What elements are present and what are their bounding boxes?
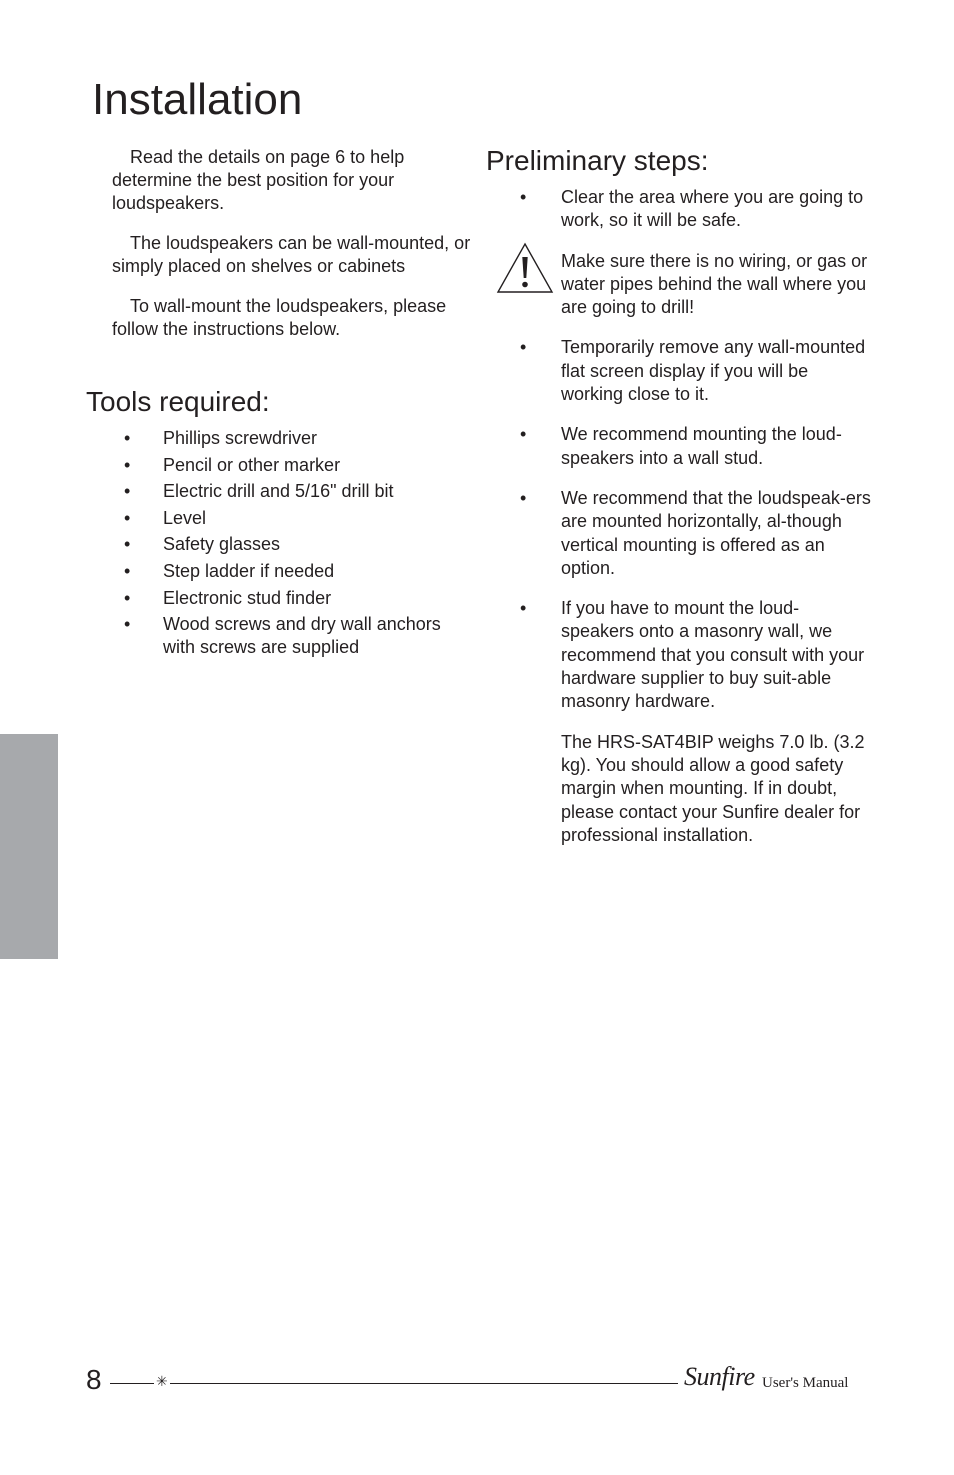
- bullet: •: [124, 614, 131, 635]
- brand-logo: Sunfire: [684, 1362, 755, 1391]
- step-text: We recommend that the loudspeak-ers are mounted horizontally, al-though vertical mounting is offered as an option.: [561, 487, 871, 578]
- intro-paragraph: To wall-mount the loudspeakers, please follow the instructions below.: [112, 296, 447, 339]
- intro-paragraph: The loudspeakers can be wall-mounted, or simply placed on shelves or cabinets: [112, 233, 471, 276]
- tool-label: Safety glasses: [163, 534, 281, 555]
- bullet: •: [124, 428, 131, 448]
- bullet: •: [520, 424, 527, 445]
- tool-label: Wood screws and dry wall anchors with screws are supplied: [163, 614, 441, 658]
- tool-label: Step ladder if needed: [163, 560, 335, 581]
- list-item: [124, 454, 484, 477]
- tool-label: Pencil or other marker: [163, 454, 341, 475]
- step-text: We recommend mounting the loud-speakers into a wall stud.: [561, 424, 842, 468]
- bullet: •: [124, 454, 131, 475]
- list-item: [520, 597, 880, 713]
- footer-rule: [110, 1383, 678, 1384]
- bullet: •: [124, 560, 131, 581]
- tool-label: Electronic stud finder: [163, 587, 332, 608]
- step-text: Clear the area where you are going to work, so it will be safe.: [561, 187, 864, 231]
- tool-label: Electric drill and 5/16" drill bit: [163, 481, 394, 502]
- list-item: [124, 560, 484, 583]
- bullet: •: [124, 587, 131, 608]
- tools-list: [124, 427, 484, 663]
- bullet: •: [520, 487, 527, 508]
- page-number: 8: [86, 1364, 102, 1395]
- bullet: •: [124, 507, 131, 528]
- step-text: Temporarily remove any wall-mounted flat screen display if you will be working close to it.: [561, 337, 866, 405]
- preliminary-heading: Preliminary steps:: [486, 145, 709, 176]
- tool-label: Level: [163, 507, 207, 528]
- bullet: •: [520, 337, 527, 358]
- weight-note: [520, 731, 880, 847]
- list-item: [520, 487, 880, 580]
- list-item: [124, 507, 484, 530]
- warning-block: [520, 250, 880, 320]
- list-item: [124, 427, 484, 450]
- page-title: Installation: [92, 75, 303, 124]
- bullet: •: [520, 598, 527, 619]
- list-item: [124, 613, 484, 659]
- step-text: If you have to mount the loud-speakers onto a masonry wall, we recommend that you consult with your hardware supplier to buy suit-able masonry hardware.: [561, 598, 865, 712]
- manual-label: User's Manual: [762, 1375, 849, 1391]
- bullet: •: [520, 187, 527, 207]
- intro-paragraph: Read the details on page 6 to help determine the best position for your loudspeakers.: [112, 147, 405, 213]
- list-item: [124, 587, 484, 610]
- list-item: [520, 336, 880, 406]
- list-item: [520, 186, 880, 233]
- list-item: [124, 480, 484, 503]
- bullet: •: [124, 481, 131, 502]
- preliminary-steps: [520, 186, 880, 864]
- star-icon: ✳: [156, 1373, 168, 1389]
- warning-text: Make sure there is no wiring, or gas or water pipes behind the wall where you are going to drill!: [561, 250, 868, 318]
- list-item: [520, 423, 880, 470]
- tools-heading: Tools required:: [86, 386, 270, 417]
- list-item: [124, 533, 484, 556]
- intro-section: [112, 146, 474, 358]
- side-tab: [0, 734, 58, 959]
- tool-label: Phillips screwdriver: [163, 428, 318, 448]
- note-text: The HRS-SAT4BIP weighs 7.0 lb. (3.2 kg). You should allow a good safety margin when mounting. If in doubt, please contact your Sunfire dealer for professional installation.: [561, 731, 865, 845]
- bullet: •: [124, 534, 131, 555]
- warning-triangle-icon: [495, 240, 555, 296]
